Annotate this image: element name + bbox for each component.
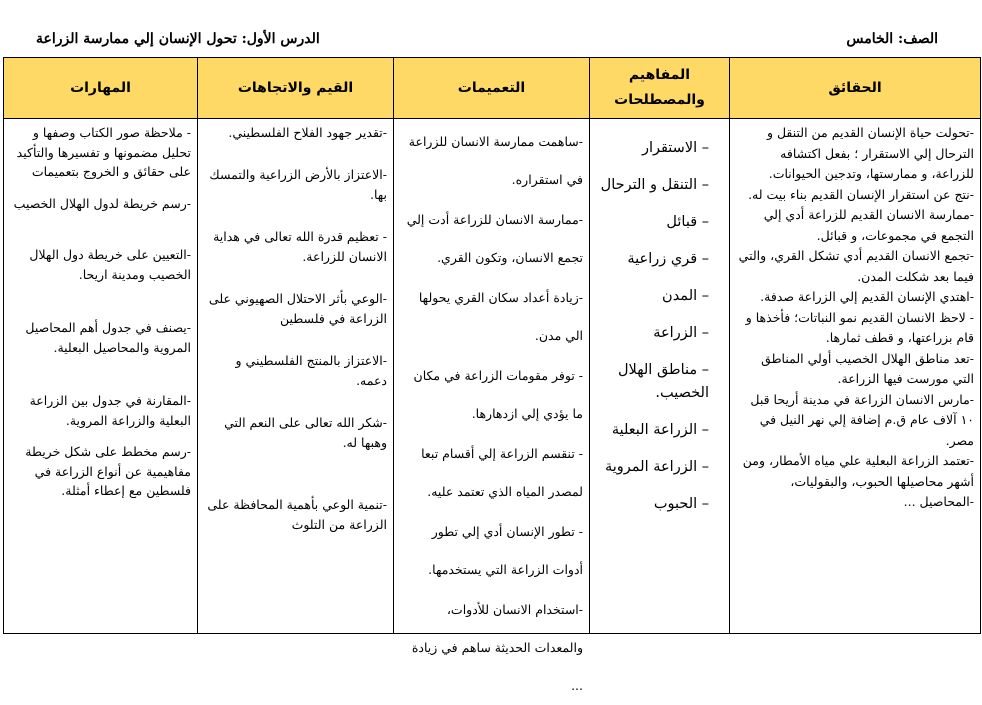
- column-header-skills: المهارات: [4, 58, 198, 119]
- concept-item: – المدن: [662, 288, 709, 304]
- fact-item: -تجمع الانسان القديم أدي تشكل القري، والتي فيما بعد شكلت المدن.: [738, 248, 974, 284]
- concept-item: – الزراعة البعلية: [611, 422, 709, 438]
- lesson-title: الدرس الأول: تحول الإنسان إلي ممارسة الزراعة: [36, 31, 320, 47]
- concept-item: – مناطق الهلال الخصيب.: [618, 362, 709, 401]
- value-item: -تنمية الوعي بأهمية المحافظة على الزراعة من التلوث: [207, 497, 387, 532]
- fact-item: -المحاصيل ...: [903, 494, 974, 509]
- value-item: -الاعتزاز بالمنتج الفلسطيني و دعمه.: [235, 353, 387, 388]
- table-row: [4, 119, 981, 634]
- generalization-item: -زيادة أعداد سكان القري يحولها الي مدن.: [418, 290, 583, 343]
- fact-item: -تحولت حياة الإنسان القديم من التنقل و الترحال إلي الاستقرار ؛ بفعل اكتشافه للزراعة، و ممارستها، وتدجين الحيوانات.: [766, 125, 974, 181]
- concept-item: – قري زراعية: [627, 251, 709, 267]
- table-header-row: [4, 58, 981, 119]
- value-item: -تقدير جهود الفلاح الفلسطيني.: [228, 125, 387, 140]
- column-header-generalizations: التعميمات: [394, 58, 590, 119]
- generalization-item: -استخدام الانسان للأدوات، والمعدات الحديثة ساهم في زيادة ...: [411, 602, 583, 693]
- fact-item: -تعتمد الزراعة البعلية علي مياه الأمطار، ومن أشهر محاصيلها الحبوب، والبقوليات،: [742, 453, 974, 489]
- skills-cell: [4, 119, 198, 634]
- values-cell: [198, 119, 394, 634]
- column-header-values: القيم والاتجاهات: [198, 58, 394, 119]
- generalization-item: - تطور الإنسان أدي إلي تطور أدوات الزراعة التي يستخدمها.: [428, 524, 583, 577]
- generalization-item: - توفر مقومات الزراعة في مكان ما يؤدي إلي ازدهارها.: [413, 368, 583, 421]
- column-header-facts: الحقائق: [730, 58, 981, 119]
- concepts-cell: [590, 119, 730, 634]
- concept-item: – الزراعة المروية: [604, 459, 709, 475]
- value-item: - تعظيم قدرة الله تعالى في هداية الانسان للزراعة.: [213, 229, 387, 264]
- fact-item: - لاحظ الانسان القديم نمو النباتات؛ فأخذها و قام بزراعتها، و قطف ثمارها.: [745, 309, 974, 345]
- concept-item: – الاستقرار: [641, 140, 709, 156]
- lesson-analysis-table: [3, 57, 981, 693]
- fact-item: -تعد مناطق الهلال الخصيب أولي المناطق التي مورست فيها الزراعة.: [761, 350, 974, 386]
- concept-item: – قبائل: [666, 214, 709, 230]
- column-header-concepts: المفاهيم والمصطلحات: [590, 58, 730, 119]
- skill-item: -يصنف في جدول أهم المحاصيل المروية والمحاصيل البعلية.: [25, 320, 191, 355]
- generalization-item: -ساهمت ممارسة الانسان للزراعة في استقراره.: [408, 134, 583, 187]
- fact-item: -مارس الانسان الزراعة في مدينة أريحا قبل ١٠ آلاف عام ق.م إضافة إلي نهر النيل في مصر.: [750, 391, 974, 448]
- skill-item: - ملاحظة صور الكتاب وصفها و تحليل مضمونها و تفسيرها والتأكيد على حقائق و الخروج بتعميمات: [16, 125, 191, 179]
- generalization-item: - تنقسم الزراعة إلي أقسام تبعا لمصدر المياه الذي تعتمد عليه.: [421, 446, 583, 499]
- concept-item: – الحبوب: [653, 496, 709, 512]
- facts-cell: [730, 119, 981, 634]
- value-item: -الوعي بأثر الاحتلال الصهيوني على الزراعة في فلسطين: [208, 291, 387, 326]
- fact-item: -ممارسة الانسان القديم للزراعة أدي إلي التجمع في مجموعات، و قبائل.: [763, 207, 974, 243]
- skill-item: -رسم مخطط على شكل خريطة مفاهيمية عن أنواع الزراعة في فلسطين مع إعطاء أمثلة.: [25, 444, 191, 498]
- generalization-item: -ممارسة الانسان للزراعة أدت إلي تجمع الانسان، وتكون القري.: [406, 212, 583, 265]
- skill-item: -رسم خريطة لدول الهلال الخصيب: [13, 195, 191, 211]
- grade-label: الصف: الخامس: [846, 31, 938, 47]
- fact-item: -نتج عن استقرار الإنسان القديم بناء بيت له.: [748, 186, 974, 202]
- skill-item: -المقارنة في جدول بين الزراعة البعلية والزراعة المروية.: [29, 393, 191, 428]
- concept-item: – الزراعة: [653, 325, 709, 341]
- value-item: -الاعتزاز بالأرض الزراعية والتمسك بها.: [209, 167, 387, 202]
- generalizations-cell: [394, 119, 590, 693]
- concept-item: – التنقل و الترحال: [600, 177, 709, 193]
- skill-item: -التعيين على خريطة دول الهلال الخصيب ومدينة اريحا.: [29, 247, 191, 282]
- value-item: -شكر الله تعالى على النعم التي وهبها له.: [224, 415, 387, 450]
- fact-item: -اهتدي الإنسان القديم إلي الزراعة صدفة.: [760, 289, 974, 304]
